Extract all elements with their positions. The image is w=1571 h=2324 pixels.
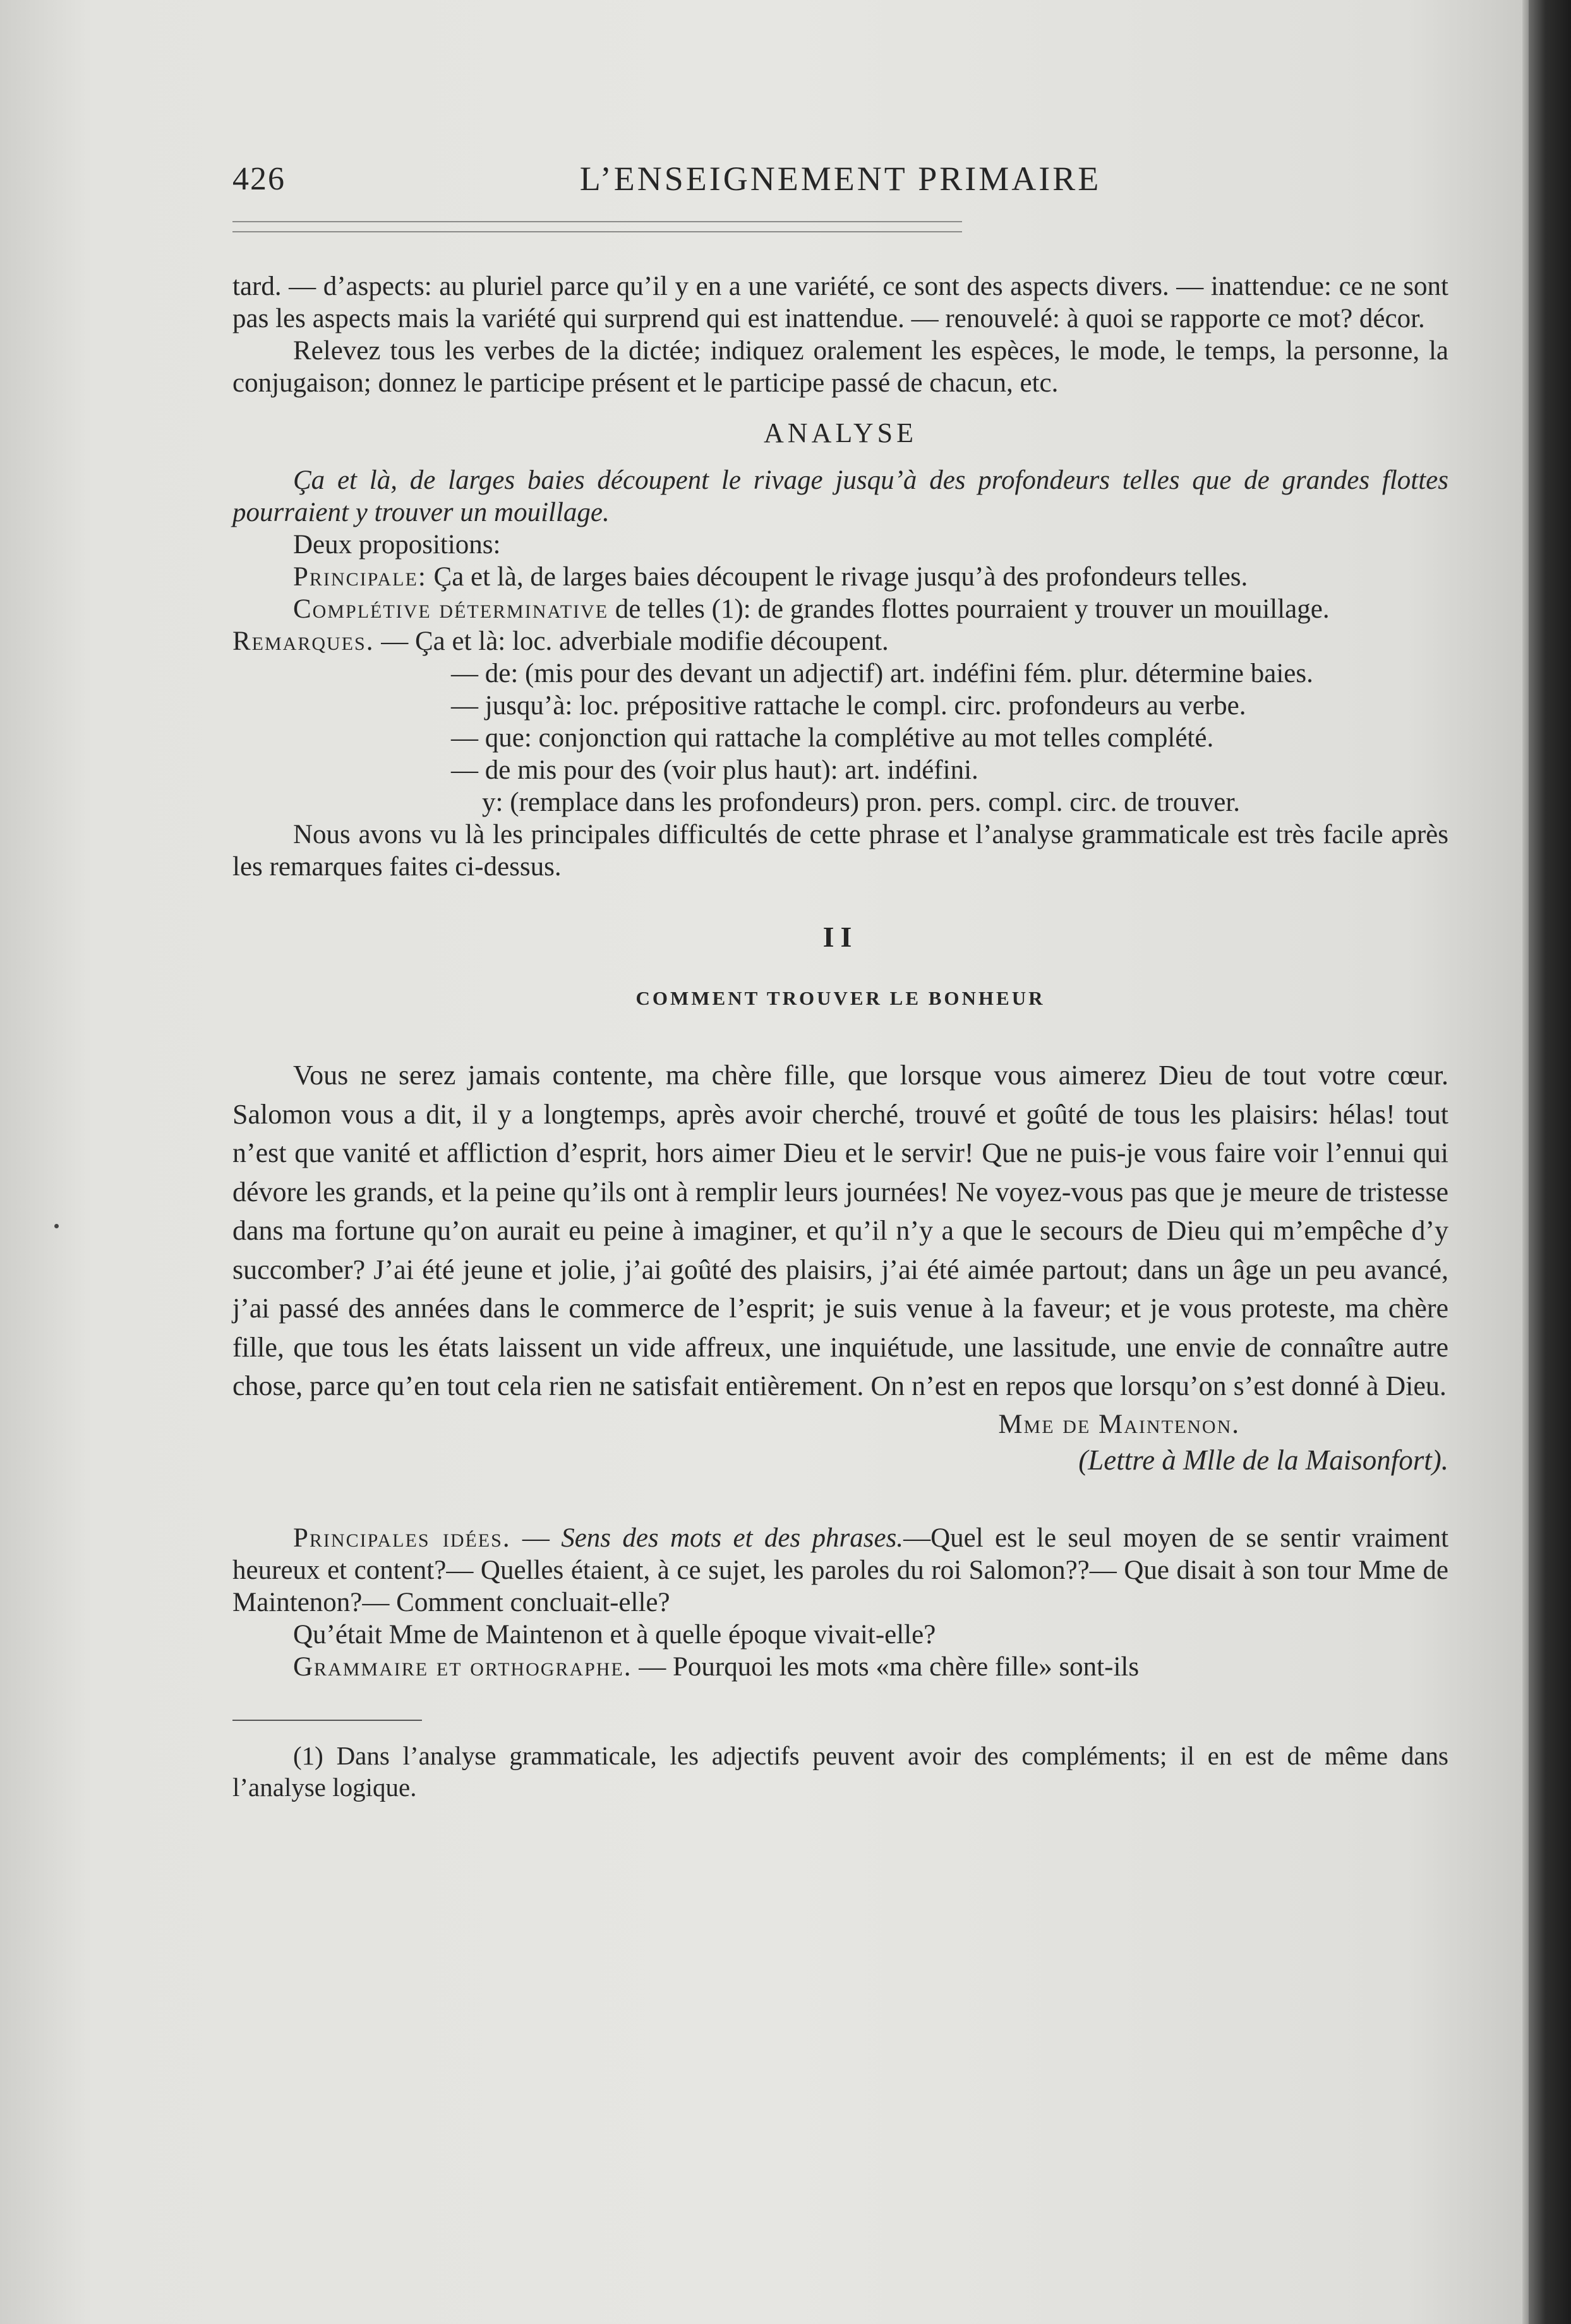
grammaire-text: — Pourquoi les mots «ma chère fille» sont-ils (639, 1651, 1140, 1682)
remarques-label: Remarques. (232, 626, 375, 656)
grammaire-paragraph (232, 1651, 1448, 1683)
book-spine (1529, 0, 1571, 2324)
grammaire-label: Grammaire et orthographe. (293, 1651, 632, 1682)
reading-passage: Vous ne serez jamais contente, ma chère fille, que lorsque vous aimerez Dieu de tout votre cœur. Salomon vous a dit, il y a longtemps, après avoir cherché, trouvé et goûté de tous les plaisirs: hélas! tout n’est que vanité et affliction d’esprit, hors aimer Dieu et le servir! Que ne puis-je vous faire voir l’ennui qui dévore les grands, et la peine qu’ils ont à remplir leurs journées! Ne voyez-vous pas que je meure de tristesse dans ma fortune qu’on aurait eu peine à imaginer, et qu’il n’y a que le secours de Dieu qui m’empêche d’y succomber? J’ai été jeune et jolie, j’ai goûté des plaisirs, j’ai été aimée partout; dans un âge un peu avancé, j’ai passé des années dans le commerce de l’esprit; je suis venue à la faveur; et je vous proteste, ma chère fille, que tous les états laissent un vide affreux, une inquiétude, une lassitude, une envie de connaître autre chose, parce qu’en tout cela rien ne satisfait entièrement. On n’est en repos que lorsqu’on s’est donné à Dieu. (232, 1060, 1448, 1401)
principale-line (232, 561, 1448, 593)
remark-item: — de mis pour des (voir plus haut): art. indéfini. (451, 755, 978, 785)
continuation-paragraph: tard. — d’aspects: au pluriel parce qu’il y en a une variété, ce sont des aspects divers. — inattendue: ce ne sont pas les aspects mais la variété qui surprend qui est inattendue. — renouvelé: à quoi se rapporte ce mot? décor. (232, 272, 1448, 333)
completive-line (232, 593, 1448, 625)
page-content (232, 152, 1448, 1803)
verbs-exercise-paragraph: Relevez tous les verbes de la dictée; indiquez oralement les espèces, le mode, le temps, la personne, la conjugaison; donnez le participe présent et le participe passé de chacun, etc. (232, 336, 1448, 398)
remark-item: — de: (mis pour des devant un adjectif) art. indéfini fém. plur. détermine baies. (451, 659, 1313, 688)
idees-label: Principales idées. (293, 1523, 511, 1553)
analyse-count: Deux propositions: (293, 530, 501, 560)
running-title: L’ENSEIGNEMENT PRIMAIRE (579, 160, 1102, 198)
principale-text: Ça et là, de larges baies découpent le rivage jusqu’à des profondeurs telles. (433, 562, 1248, 592)
remark-item: y: (remplace dans les profondeurs) pron. pers. compl. circ. de trouver. (482, 788, 1241, 817)
idees-paragraph: Principales idées. — Sens des mots et des phrases.—Quel est le seul moyen de se sentir vraiment heureux et content?— Quelles étaient, à ce sujet, les paroles du roi Salomon??— Que disait à son tour Mme de Maintenon?— Comment concluait-elle? (232, 1523, 1449, 1617)
epoque-question: Qu’était Mme de Maintenon et à quelle époque vivait-elle? (293, 1619, 936, 1650)
remark-item: — Ça et là: loc. adverbiale modifie découpent. (381, 626, 889, 656)
source-text: (Lettre à Mlle de la Maisonfort). (1078, 1444, 1448, 1476)
footnote (232, 1740, 1448, 1803)
section-number: II (822, 921, 858, 953)
footnote-text: Dans l’analyse grammaticale, les adjectifs peuvent avoir des compléments; il en est de même dans l’analyse logique. (232, 1740, 1448, 1802)
footnote-rule (232, 1720, 422, 1721)
remark-item: — jusqu’à: loc. prépositive rattache le compl. circ. profondeurs au verbe. (451, 691, 1246, 721)
analyse-heading: ANALYSE (764, 417, 917, 448)
questions-block (232, 1522, 1448, 1683)
idees-subtitle: Sens des mots et des phrases. (561, 1523, 904, 1553)
page-number: 426 (232, 161, 286, 197)
passage-source (232, 1444, 1448, 1476)
completive-label: Complétive déterminative (293, 594, 609, 624)
section-title: COMMENT TROUVER LE BONHEUR (635, 987, 1045, 1009)
analyse-sentence: Ça et là, de larges baies découpent le rivage jusqu’à des profondeurs telles que de grandes flottes pourraient y trouver un mouillage. (232, 465, 1448, 527)
idees-text: —Quel est le seul moyen de se sentir vraiment heureux et content?— Quelles étaient, à ce sujet, les paroles du roi Salomon??— Que disait à son tour Mme de Maintenon?— Comment concluait-elle? (232, 1523, 1449, 1617)
completive-text: de telles (1): de grandes flottes pourraient y trouver un mouillage. (615, 594, 1330, 624)
analyse-conclusion: Nous avons vu là les principales difficultés de cette phrase et l’analyse grammaticale est très facile après les remarques faites ci-dessus. (232, 820, 1448, 882)
margin-speck (54, 1224, 59, 1228)
principale-label: Principale: (293, 562, 427, 592)
remarques-line-1 (232, 625, 1448, 657)
running-head (232, 152, 1448, 208)
passage-author: Mme de Maintenon. (998, 1409, 1240, 1439)
remark-item: — que: conjonction qui rattache la complétive au mot telles complété. (451, 723, 1214, 753)
header-double-rule (232, 221, 962, 232)
footnote-marker: (1) (293, 1740, 323, 1770)
